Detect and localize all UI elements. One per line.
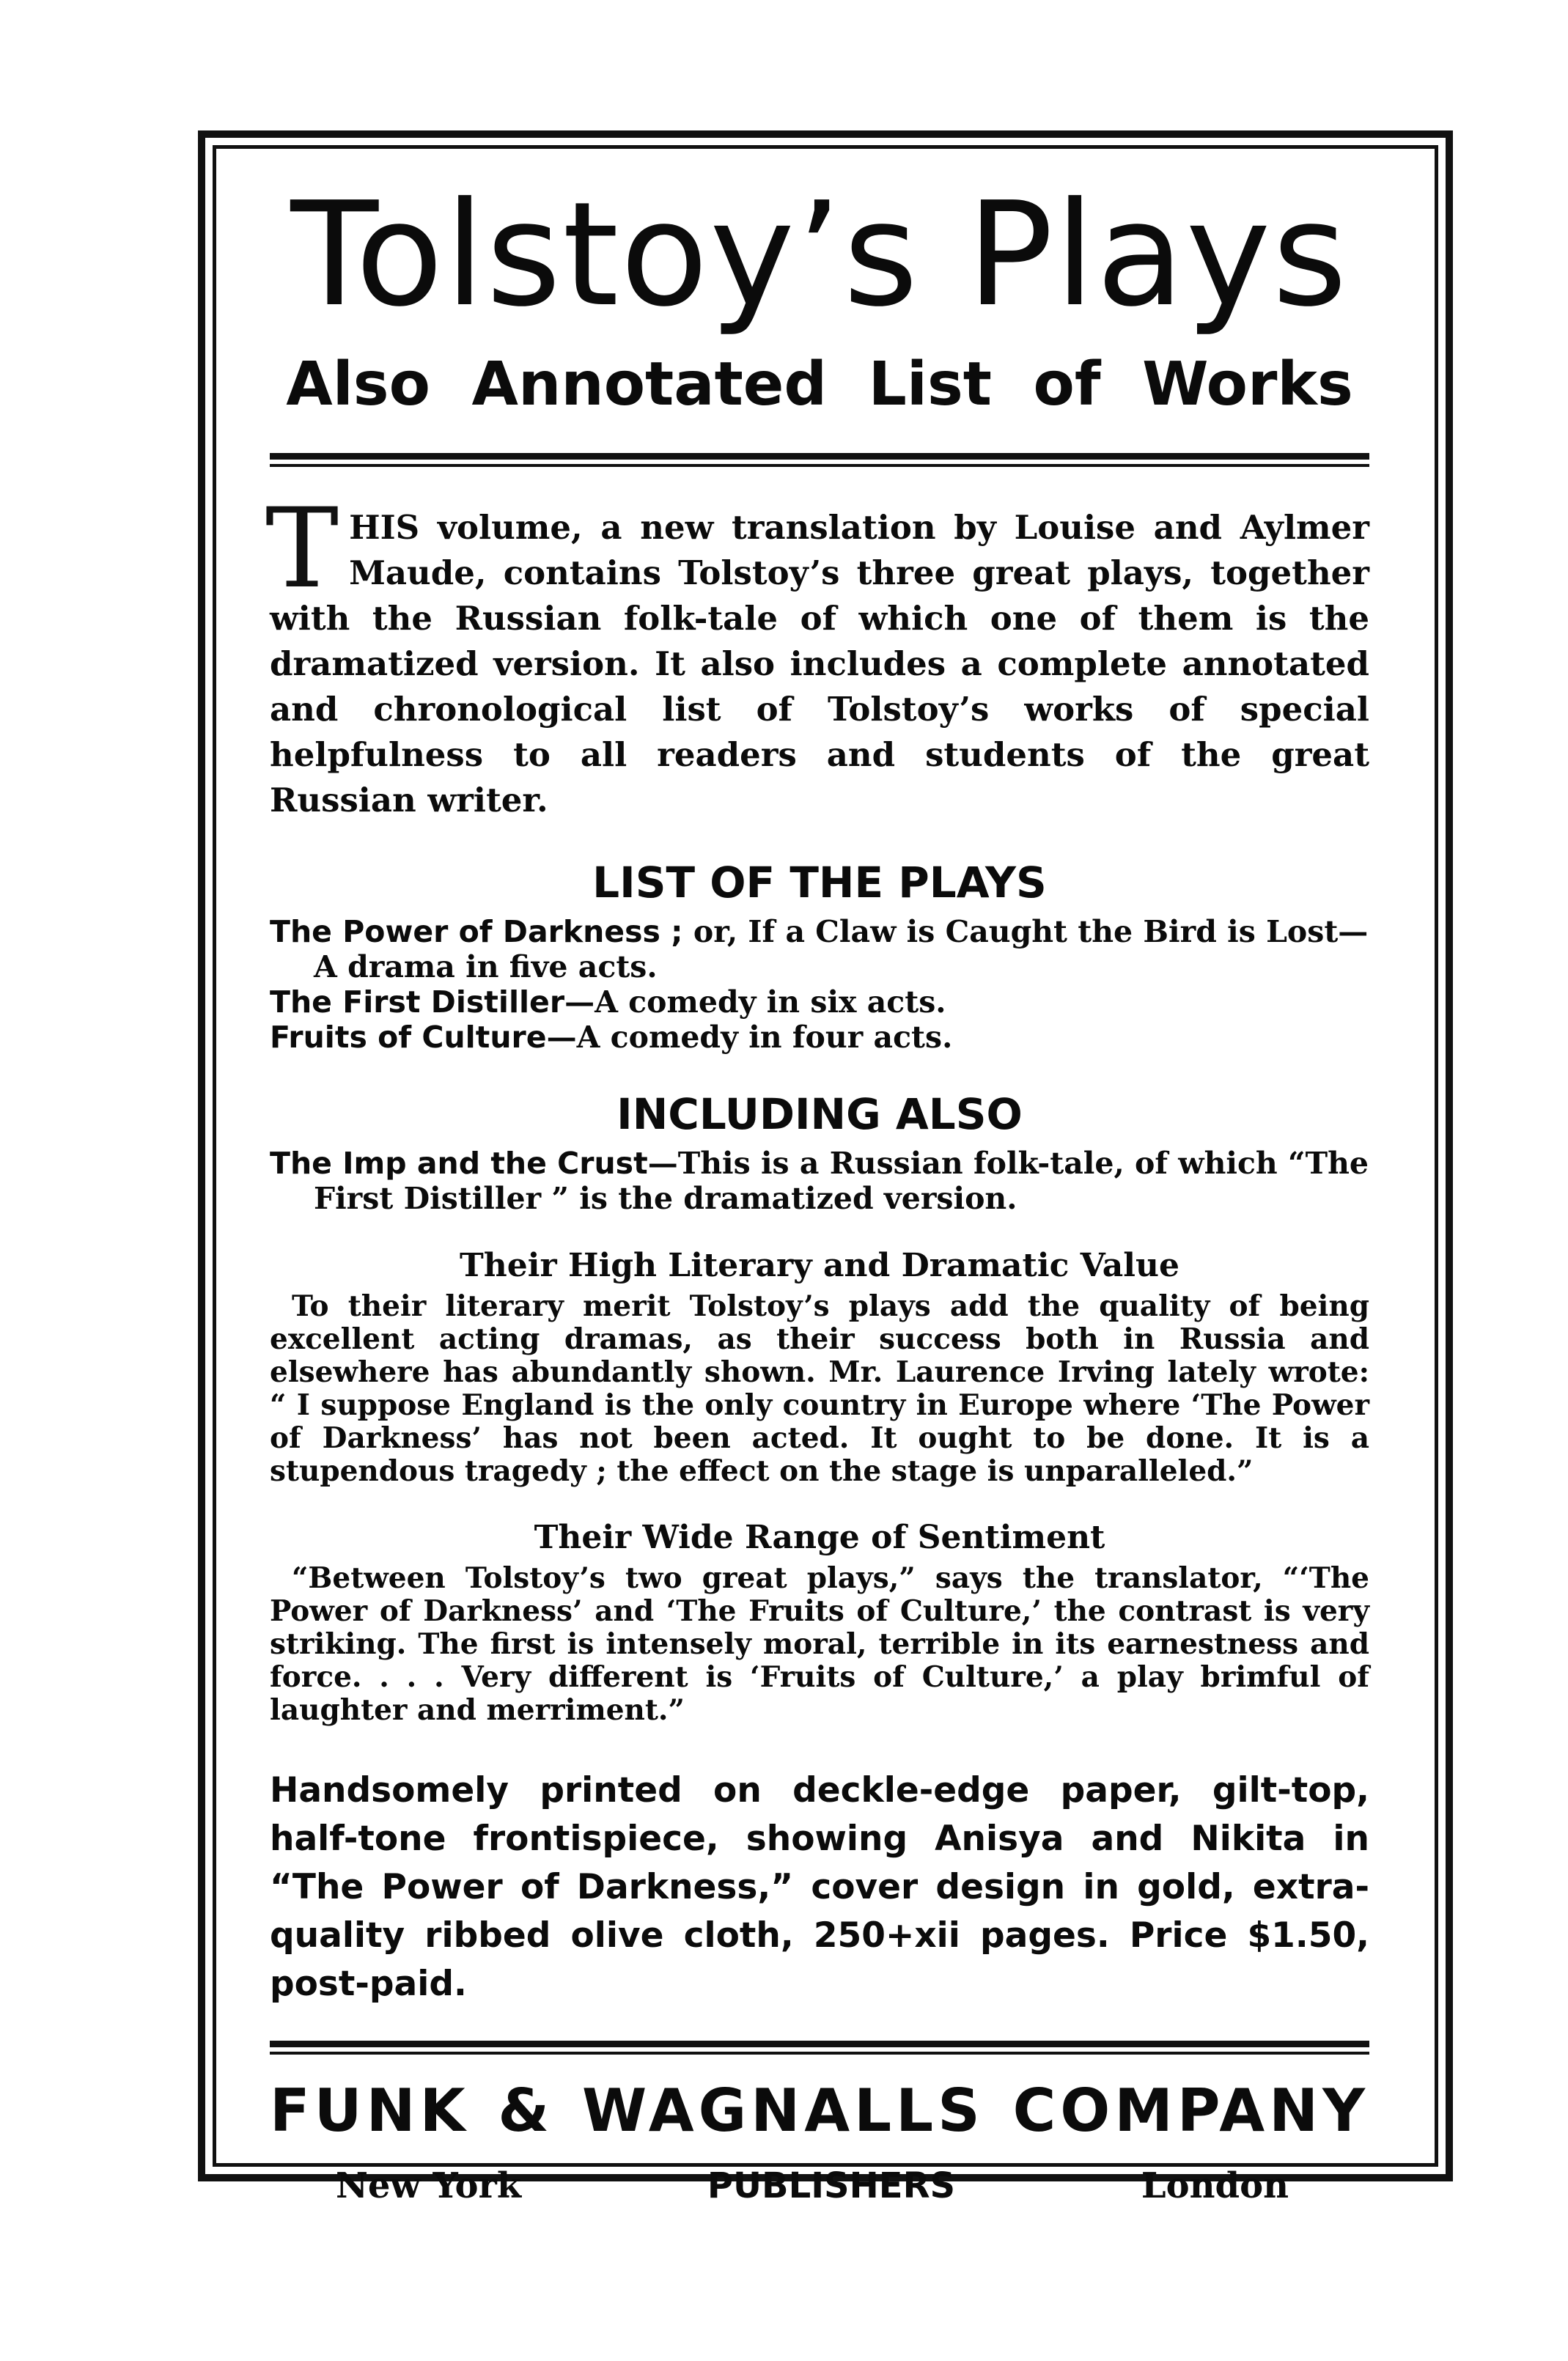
divider xyxy=(270,2052,1369,2055)
play-title: The Power of Darkness ; xyxy=(270,914,683,949)
book-specifications: Handsomely printed on deckle-edge paper, gilt-top, half-tone frontispiece, showing Anisya and Nikita in “The Power of Darkness,” cover design in gold, extra-quality ribbed olive cloth, 250+xii pages. Price $1.50, post-paid. xyxy=(270,1770,1369,2004)
divider xyxy=(270,464,1369,467)
page-title: Tolstoy’s Plays xyxy=(290,172,1349,339)
including-heading: INCLUDING ALSO xyxy=(616,1089,1023,1139)
page-subtitle: Also Annotated List of Works xyxy=(286,350,1353,419)
play-entry xyxy=(270,984,1369,1020)
intro-paragraph xyxy=(265,485,1369,823)
publisher-word: COMPANY xyxy=(1012,2077,1369,2145)
play-title: Fruits of Culture xyxy=(270,1020,547,1055)
play-entry xyxy=(270,914,1369,984)
advertisement xyxy=(265,169,1369,2206)
including-entry xyxy=(270,1146,1369,1216)
play-description: —A comedy in four acts. xyxy=(546,1020,953,1055)
publisher-word: WAGNALLS xyxy=(582,2077,984,2145)
divider xyxy=(270,2041,1369,2047)
play-description: —A comedy in six acts. xyxy=(564,984,946,1020)
imprint-label: PUBLISHERS xyxy=(707,2165,956,2206)
imprint-city-left: New York xyxy=(336,2165,522,2206)
intro-text: HIS volume, a new translation by Louise and Aylmer Maude, contains Tolstoy’s three great plays, together with the Russian folk-tale of which one of them is the dramatized version. It also includes a complete annotated and chronological list of Tolstoy’s works of special helpfulness to all readers and students of the great Russian writer. xyxy=(270,508,1369,819)
drop-cap: T xyxy=(265,485,339,613)
list-heading: LIST OF THE PLAYS xyxy=(592,858,1047,907)
including-description: —This is a Russian folk-tale, of which “The First Distiller ” is the dramatized version. xyxy=(314,1146,1369,1216)
imprint-line xyxy=(270,2165,1369,2206)
publisher-name xyxy=(270,2077,1369,2145)
divider xyxy=(270,453,1369,460)
play-entry xyxy=(270,1020,1369,1055)
publisher-word: FUNK xyxy=(270,2077,470,2145)
play-title: The First Distiller xyxy=(270,984,565,1020)
section-text: “Between Tolstoy’s two great plays,” says the translator, “‘The Power of Darkness’ and ‘The Fruits of Culture,’ the contrast is very striking. The first is intensely moral, terrible in its earnestness and force. . . . Very different is ‘Fruits of Culture,’ a play brimful of laughter and merriment.” xyxy=(270,1561,1369,1727)
section-heading: Their High Literary and Dramatic Value xyxy=(460,1247,1179,1284)
including-title: The Imp and the Crust xyxy=(270,1146,648,1181)
publisher-word: & xyxy=(498,2077,554,2145)
imprint-city-right: London xyxy=(1141,2165,1289,2206)
section-text: To their literary merit Tolstoy’s plays add the quality of being excellent acting dramas, as their success both in Russia and elsewhere has abundantly shown. Mr. Laurence Irving lately wrote: “ I suppose England is the only country in Europe where ‘The Power of Darkness’ has not been acted. It ought to be done. It is a stupendous tragedy ; the effect on the stage is unparalleled.” xyxy=(270,1289,1369,1488)
section-heading: Their Wide Range of Sentiment xyxy=(534,1519,1105,1556)
play-description: or, If a Claw is Caught the Bird is Lost—A drama in five acts. xyxy=(314,914,1369,984)
